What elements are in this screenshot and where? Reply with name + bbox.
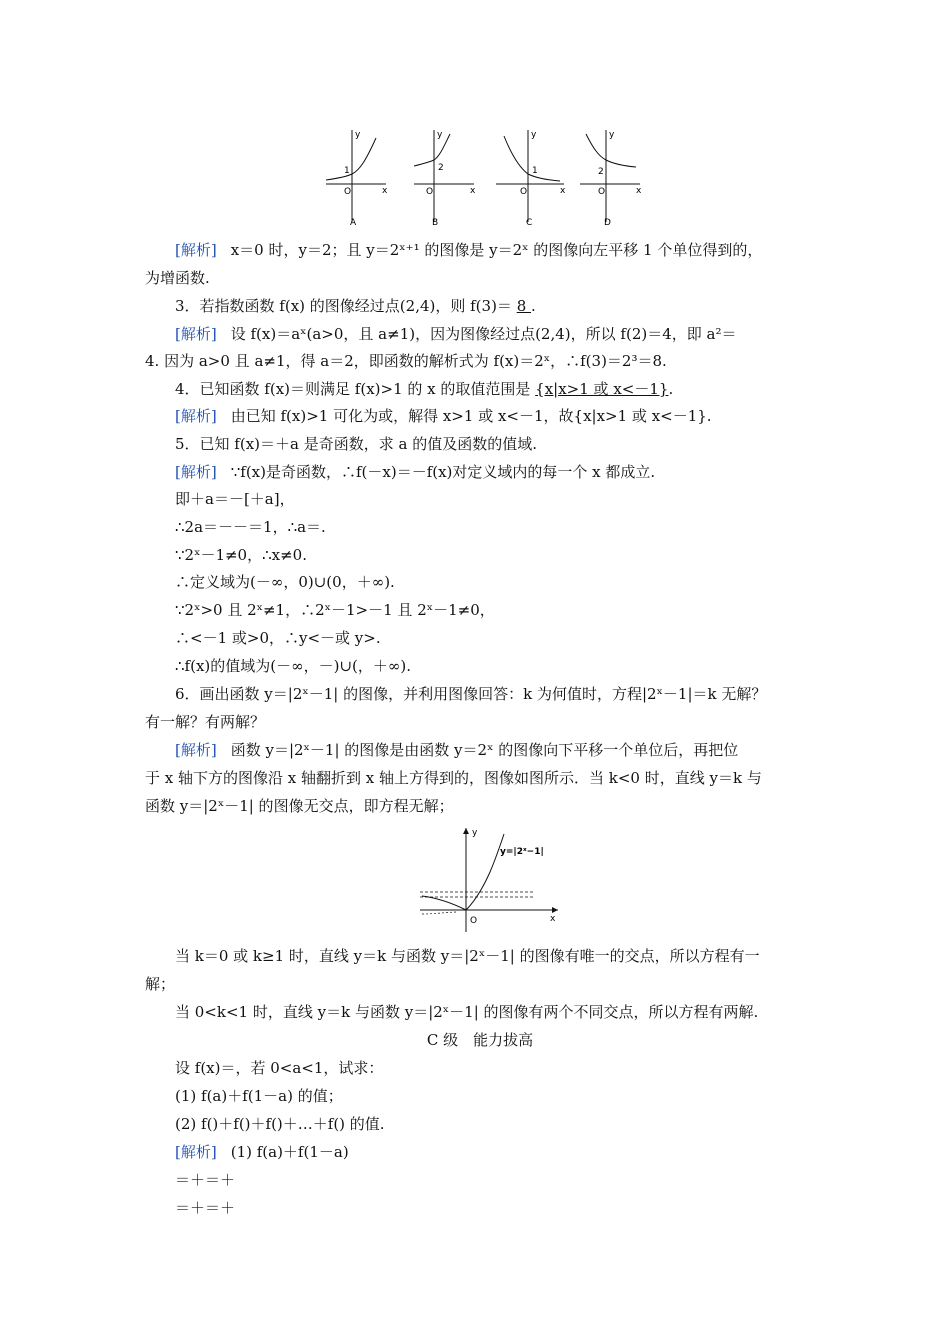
line-text: ＝＋＝＋ (175, 1199, 236, 1217)
question-6 (175, 684, 845, 704)
question-3 (175, 296, 845, 316)
analysis-tag: [解析] (175, 741, 217, 759)
axis-y-label: y (609, 130, 615, 140)
abs-exponential-graph (416, 824, 566, 934)
line-text: . (668, 380, 674, 398)
text-line (145, 768, 815, 788)
line-text: (1) f(a)＋f(1－a) (230, 1143, 349, 1161)
graph-panel-b (414, 130, 476, 228)
axis-y-label: y (472, 828, 478, 838)
intercept-label: 1 (532, 166, 538, 176)
axis-y-label: y (531, 130, 537, 140)
text-line (175, 740, 845, 760)
text-line (175, 1086, 845, 1106)
text-line (175, 489, 845, 509)
text-line (145, 351, 815, 371)
line-text: (1) f(a)＋f(1－a) 的值； (175, 1087, 343, 1105)
text-line (175, 1114, 845, 1134)
line-text: 当 k＝0 或 k≥1 时，直线 y＝k 与函数 y＝|2ˣ－1| 的图像有唯一的交点，所以方程有一 (175, 947, 760, 965)
graph-panel-a (326, 130, 388, 228)
line-text: x＝0 时，y＝2；且 y＝2ˣ⁺¹ 的图像是 y＝2ˣ 的图像向左平移 1 个单位得到的， (230, 241, 763, 259)
line-text: 设 f(x)＝，若 0<a<1，试求： (175, 1059, 384, 1077)
line-text: ∴2a＝－－＝1，∴a＝. (175, 518, 326, 536)
analysis-tag: [解析] (175, 407, 217, 425)
text-line (175, 462, 845, 482)
text-line (175, 656, 845, 676)
text-line (175, 240, 845, 260)
curve-label: y=|2ˣ−1| (500, 847, 544, 857)
line-text: 设 f(x)＝aˣ(a>0，且 a≠1)，因为图像经过点(2,4)，所以 f(2)＝4，即 a²＝ (230, 325, 737, 343)
axis-y-label: y (437, 130, 443, 140)
axis-y-label: y (355, 130, 361, 140)
line-text: 5．已知 f(x)＝＋a 是奇函数，求 a 的值及函数的值域. (175, 435, 537, 453)
graph-panel-c (496, 130, 566, 228)
answer-blank: 8 (516, 297, 532, 315)
line-text: 函数 y＝|2ˣ－1| 的图像是由函数 y＝2ˣ 的图像向下平移一个单位后，再把位 (230, 741, 739, 759)
analysis-tag: [解析] (175, 241, 217, 259)
intercept-label: 1 (344, 166, 350, 176)
panel-letter: B (432, 218, 439, 228)
text-line (145, 268, 815, 288)
text-line (175, 600, 845, 620)
text-line (175, 406, 845, 426)
text-line (175, 545, 845, 565)
text-line (175, 1002, 845, 1022)
origin-label: O (598, 187, 606, 197)
heading-text: C 级 能力拔高 (426, 1031, 534, 1049)
line-text: ∵2ˣ－1≠0，∴x≠0. (175, 546, 307, 564)
line-text: ∴定义域为(－∞，0)∪(0，＋∞). (175, 573, 395, 591)
text-line (175, 1198, 845, 1218)
analysis-tag: [解析] (175, 463, 217, 481)
line-text: 函数 y＝|2ˣ－1| 的图像无交点，即方程无解； (145, 797, 454, 815)
line-text: 3．若指数函数 f(x) 的图像经过点(2,4)，则 f(3)＝ (175, 297, 517, 315)
question-c (175, 1058, 845, 1078)
line-text: 于 x 轴下方的图像沿 x 轴翻折到 x 轴上方得到的，图像如图所示．当 k<0 时，直线 y＝k 与 (145, 769, 762, 787)
options-figure (318, 128, 642, 228)
question-4 (175, 379, 845, 399)
axis-x-label: x (550, 914, 556, 924)
section-heading (145, 1030, 815, 1050)
line-text: 6．画出函数 y＝|2ˣ－1| 的图像，并利用图像回答：k 为何值时，方程|2ˣ－1|＝k 无解？ (175, 685, 767, 703)
line-text: ∵f(x)是奇函数，∴f(－x)＝－f(x)对定义域内的每一个 x 都成立. (230, 463, 656, 481)
line-text: 当 0<k<1 时，直线 y＝k 与函数 y＝|2ˣ－1| 的图像有两个不同交点，所以方程有两解. (175, 1003, 759, 1021)
axis-x-label: x (560, 186, 566, 196)
text-line (145, 796, 815, 816)
intercept-label: 2 (438, 163, 444, 173)
line-text: ∴<－1 或>0，∴y<－或 y>. (175, 629, 381, 647)
line-text: 4. 因为 a>0 且 a≠1，得 a＝2，即函数的解析式为 f(x)＝2ˣ，∴f(3)＝2³＝8. (145, 352, 667, 370)
text-line (175, 1170, 845, 1190)
line-text: 即＋a＝－[＋a]， (175, 490, 295, 508)
line-text: ∴f(x)的值域为(－∞，－)∪(，＋∞). (175, 657, 411, 675)
line-text: 有一解？有两解？ (145, 713, 266, 731)
analysis-tag: [解析] (175, 1143, 217, 1161)
origin-label: O (470, 916, 478, 926)
line-text: (2) f()＋f()＋f()＋…＋f() 的值. (175, 1115, 385, 1133)
text-line (175, 572, 845, 592)
axis-x-label: x (470, 186, 476, 196)
origin-label: O (520, 187, 528, 197)
text-line (145, 712, 815, 732)
line-text: 4．已知函数 f(x)＝则满足 f(x)>1 的 x 的取值范围是 (175, 380, 536, 398)
text-line (145, 974, 815, 994)
line-text: 由已知 f(x)>1 可化为或，解得 x>1 或 x<－1，故{x|x>1 或 x<－1}. (230, 407, 712, 425)
axis-x-label: x (382, 186, 388, 196)
panel-letter: A (350, 218, 357, 228)
panel-letter: D (604, 218, 611, 228)
graph-panel-d (580, 130, 642, 228)
line-text: 为增函数. (145, 269, 210, 287)
line-text: ∵2ˣ>0 且 2ˣ≠1，∴2ˣ－1>－1 且 2ˣ－1≠0， (175, 601, 495, 619)
text-line (175, 628, 845, 648)
text-line (175, 324, 845, 344)
answer-blank: {x|x>1 或 x<－1} (535, 380, 669, 398)
line-text: 解； (145, 975, 176, 993)
origin-label: O (426, 187, 434, 197)
text-line (175, 517, 845, 537)
line-text: . (531, 297, 536, 315)
text-line (175, 1142, 845, 1162)
origin-label: O (344, 187, 352, 197)
intercept-label: 2 (598, 167, 604, 177)
panel-letter: C (526, 218, 533, 228)
analysis-tag: [解析] (175, 325, 217, 343)
axis-x-label: x (636, 186, 642, 196)
text-line (175, 946, 845, 966)
question-5 (175, 434, 845, 454)
line-text: ＝＋＝＋ (175, 1171, 236, 1189)
